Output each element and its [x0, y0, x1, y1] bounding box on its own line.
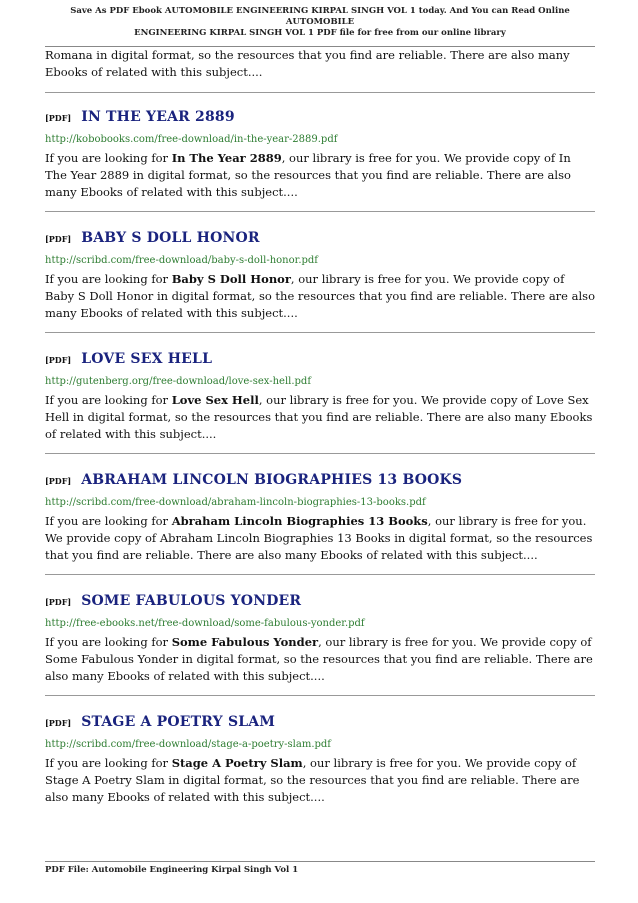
entry-title: BABY S DOLL HONOR [81, 230, 260, 246]
entry-bold-title: Stage A Poetry Slam [171, 756, 303, 770]
entry-description: If you are looking for Baby S Doll Honor, our library is free for you. We provide copy of Baby S Doll Honor in digital format, so the resources that you find are reliable. There are also many Ebooks of related with this subject.... [45, 272, 595, 320]
divider [45, 453, 595, 454]
pdf-tag: [PDF] [45, 234, 72, 244]
entry-title-line [45, 714, 595, 730]
entry-2 [45, 230, 595, 333]
pdf-tag: [PDF] [45, 113, 72, 123]
entry-title-line [45, 230, 595, 246]
entry-6 [45, 714, 595, 806]
lead-snippet: Romana in digital format, so the resources that you find are reliable. There are also many Ebooks of related with this subject.... [45, 48, 570, 79]
entry-url-link[interactable]: http://gutenberg.org/free-download/love-sex-hell.pdf [45, 376, 312, 387]
entry-3 [45, 351, 595, 454]
entry-title: ABRAHAM LINCOLN BIOGRAPHIES 13 BOOKS [81, 472, 463, 488]
divider [45, 92, 595, 93]
divider [45, 332, 595, 333]
entry-url-link[interactable]: http://kobobooks.com/free-download/in-the-year-2889.pdf [45, 134, 338, 145]
entry-title-line [45, 351, 595, 367]
entry-title: LOVE SEX HELL [81, 351, 213, 367]
entry-bold-title: In The Year 2889 [171, 151, 282, 165]
entry-bold-title: Abraham Lincoln Biographies 13 Books [171, 514, 428, 528]
entry-url-link[interactable]: http://scribd.com/free-download/abraham-lincoln-biographies-13-books.pdf [45, 497, 426, 508]
entry-5 [45, 593, 595, 696]
entry-url-link[interactable]: http://scribd.com/free-download/stage-a-poetry-slam.pdf [45, 739, 331, 750]
entry-title: SOME FABULOUS YONDER [81, 593, 302, 609]
entry-1 [45, 109, 595, 212]
entry-description: If you are looking for Some Fabulous Yonder, our library is free for you. We provide copy of Some Fabulous Yonder in digital format, so the resources that you find are reliable. There are also many Ebooks of related with this subject.... [45, 635, 593, 683]
entry-bold-title: Some Fabulous Yonder [171, 635, 319, 649]
page-footer: PDF File: Automobile Engineering Kirpal Singh Vol 1 [45, 865, 299, 875]
entry-title-line [45, 593, 595, 609]
pdf-tag: [PDF] [45, 476, 72, 486]
divider [45, 695, 595, 696]
pdf-tag: [PDF] [45, 597, 72, 607]
entry-url-link[interactable]: http://scribd.com/free-download/baby-s-doll-honor.pdf [45, 255, 319, 266]
page-header [50, 6, 590, 39]
page-content [45, 45, 595, 806]
entry-title: STAGE A POETRY SLAM [81, 714, 276, 730]
footer-rule [45, 861, 595, 862]
pdf-tag: [PDF] [45, 718, 72, 728]
entry-title: IN THE YEAR 2889 [81, 109, 235, 125]
entry-url-link[interactable]: http://free-ebooks.net/free-download/some-fabulous-yonder.pdf [45, 618, 365, 629]
header-line-1: Save As PDF Ebook AUTOMOBILE ENGINEERING KIRPAL SINGH VOL 1 today. And You can Read Online AUTOMOBILE [70, 6, 570, 27]
entry-bold-title: Baby S Doll Honor [171, 272, 291, 286]
entry-title-line [45, 109, 595, 125]
divider [45, 211, 595, 212]
pdf-tag: [PDF] [45, 355, 72, 365]
entry-description: If you are looking for Love Sex Hell, our library is free for you. We provide copy of Love Sex Hell in digital format, so the resources that you find are reliable. There are also many Ebooks of related with this subject.... [45, 393, 593, 441]
divider [45, 574, 595, 575]
entry-description: If you are looking for In The Year 2889, our library is free for you. We provide copy of In The Year 2889 in digital format, so the resources that you find are reliable. There are also many Ebooks of related with this subject.... [45, 151, 571, 199]
entry-title-line [45, 472, 595, 488]
header-line-2: ENGINEERING KIRPAL SINGH VOL 1 PDF file for free from our online library [134, 28, 506, 38]
entry-description: If you are looking for Abraham Lincoln Biographies 13 Books, our library is free for you. We provide copy of Abraham Lincoln Biographies 13 Books in digital format, so the resources that you find are reliable. There are also many Ebooks of related with this subject.... [45, 514, 593, 562]
entry-description: If you are looking for Stage A Poetry Slam, our library is free for you. We provide copy of Stage A Poetry Slam in digital format, so the resources that you find are reliable. There are also many Ebooks of related with this subject.... [45, 756, 580, 804]
entry-bold-title: Love Sex Hell [171, 393, 259, 407]
entry-4 [45, 472, 595, 575]
